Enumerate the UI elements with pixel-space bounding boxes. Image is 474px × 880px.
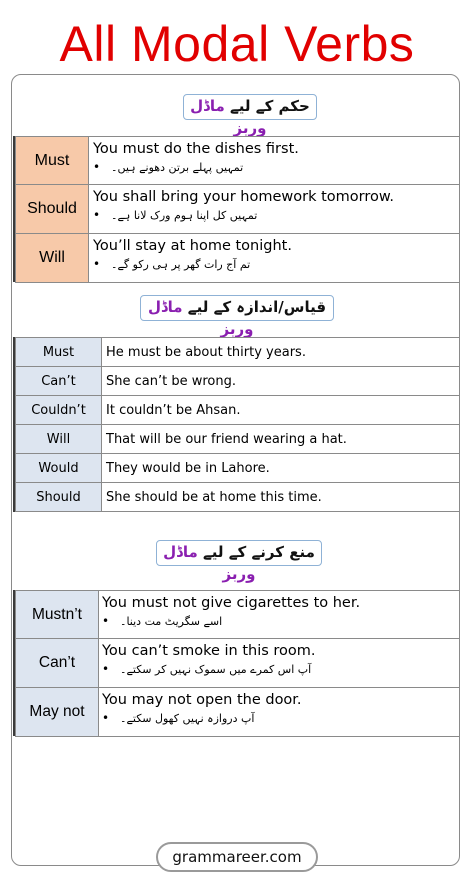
example-sentence: It couldn’t be Ahsan.: [102, 396, 460, 425]
example-cell: [99, 639, 460, 688]
table-row: [16, 591, 460, 639]
urdu-translation: • اسے سگریٹ مت دینا۔: [102, 614, 223, 628]
english-sentence: You may not open the door.: [102, 692, 302, 708]
heading-accent: ماڈل وربز: [163, 543, 256, 583]
example-sentence: They would be in Lahore.: [102, 454, 460, 483]
modal-label: Will: [16, 234, 89, 283]
heading-accent: ماڈل وربز: [147, 298, 254, 338]
example-sentence: She can’t be wrong.: [102, 367, 460, 396]
example-cell: [89, 137, 460, 185]
english-sentence: You can’t smoke in this room.: [102, 643, 316, 659]
urdu-translation: • آپ اس کمرے میں سموک نہیں کر سکتے۔: [102, 662, 312, 676]
table-row: [16, 639, 460, 688]
example-cell: [89, 234, 460, 283]
heading-text: منع کرنے کے لیے: [203, 543, 315, 561]
modal-label: Should: [16, 185, 89, 234]
section-heading-deduction: [140, 295, 334, 338]
english-sentence: You’ll stay at home tonight.: [93, 238, 292, 254]
bullet-icon: •: [93, 208, 101, 222]
section-heading-command: [183, 94, 317, 137]
table-row: [16, 234, 460, 283]
example-sentence: He must be about thirty years.: [102, 338, 460, 367]
modal-label: May not: [16, 688, 99, 737]
table-row: [16, 483, 460, 512]
english-sentence: You shall bring your homework tomorrow.: [93, 189, 395, 205]
section-heading-prohibition: [156, 540, 322, 583]
modal-label: Must: [16, 338, 102, 367]
urdu-translation: • تم آج رات گھر پر ہی رکو گے۔: [93, 257, 251, 271]
heading-text: قیاس/اندازہ کے لیے: [187, 298, 327, 316]
example-cell: [99, 688, 460, 737]
modal-label: Would: [16, 454, 102, 483]
table-row: [16, 185, 460, 234]
table-row: [16, 454, 460, 483]
urdu-translation: • تمہیں پہلے برتن دھونے ہیں۔: [93, 160, 244, 174]
modal-label: Mustn’t: [16, 591, 99, 639]
deduction-modal-table: [15, 337, 460, 512]
bullet-icon: •: [93, 160, 101, 174]
modal-label: Will: [16, 425, 102, 454]
website-footer: grammareer.com: [156, 842, 318, 872]
modal-label: Should: [16, 483, 102, 512]
prohibition-modal-table: [15, 590, 460, 737]
urdu-translation: • تمہیں کل اپنا ہوم ورک لانا ہے۔: [93, 208, 258, 222]
table-row: [16, 425, 460, 454]
modal-label: Can’t: [16, 367, 102, 396]
modal-label: Can’t: [16, 639, 99, 688]
table-row: [16, 688, 460, 737]
heading-accent: ماڈل وربز: [190, 97, 267, 137]
table-row: [16, 338, 460, 367]
table-row: [16, 367, 460, 396]
bullet-icon: •: [102, 614, 110, 628]
example-sentence: She should be at home this time.: [102, 483, 460, 512]
example-sentence: That will be our friend wearing a hat.: [102, 425, 460, 454]
english-sentence: You must not give cigarettes to her.: [102, 595, 361, 611]
bullet-icon: •: [93, 257, 101, 271]
example-cell: [99, 591, 460, 639]
table-row: [16, 137, 460, 185]
page-title: All Modal Verbs: [59, 16, 415, 72]
modal-label: Couldn’t: [16, 396, 102, 425]
bullet-icon: •: [102, 711, 110, 725]
english-sentence: You must do the dishes first.: [93, 141, 299, 157]
example-cell: [89, 185, 460, 234]
heading-text: حکم کے لیے: [230, 97, 310, 115]
table-row: [16, 396, 460, 425]
bullet-icon: •: [102, 662, 110, 676]
command-modal-table: [15, 136, 460, 283]
modal-label: Must: [16, 137, 89, 185]
urdu-translation: • آپ دروازہ نہیں کھول سکتے۔: [102, 711, 255, 725]
